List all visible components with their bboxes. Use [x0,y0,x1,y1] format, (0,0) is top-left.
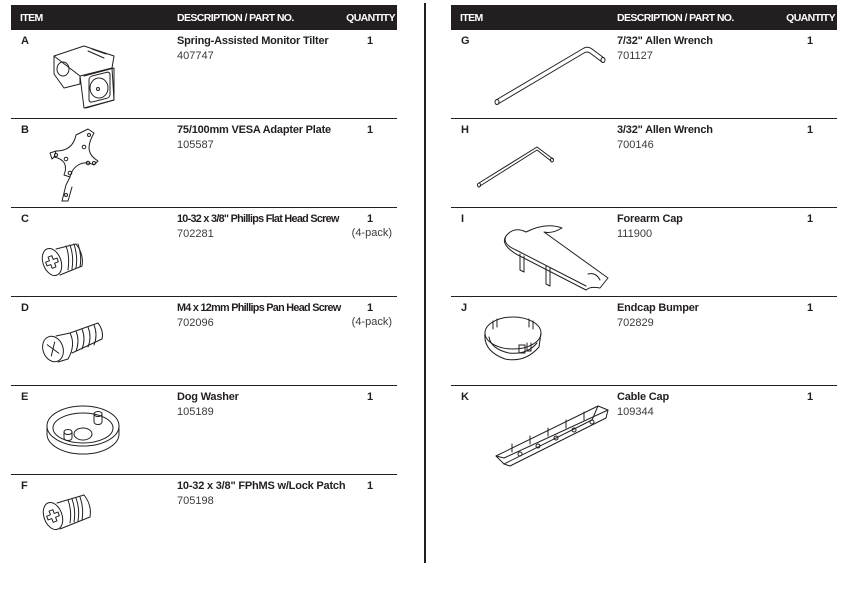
parts-row-a [11,30,397,119]
part-number: 105189 [177,406,214,418]
item-name: 3/32" Allen Wrench [617,124,713,136]
item-quantity: 1 [807,124,814,136]
vesa-plate-icon [36,125,156,203]
parts-row-g [451,30,837,119]
parts-row-d [11,297,397,386]
item-letter: D [21,302,29,314]
dog-washer-icon [36,392,156,470]
endcap-bumper-icon [469,303,589,381]
parts-table-left [11,5,397,563]
item-letter: F [21,480,28,492]
item-quantity: 1 [367,213,374,225]
parts-row-h [451,119,837,208]
item-quantity: 1 [807,391,814,403]
part-number: 105587 [177,139,214,151]
header-item: ITEM [460,12,483,24]
item-name: M4 x 12mm Phillips Pan Head Screw [177,302,341,314]
parts-row-c [11,208,397,297]
item-quantity: 1 [367,391,374,403]
part-number: 705198 [177,495,214,507]
item-letter: I [461,213,465,225]
table-header [451,5,837,30]
item-letter: K [461,391,469,403]
parts-row-i [451,208,837,297]
parts-row-k [451,386,837,474]
header-description: DESCRIPTION / PART NO. [177,12,294,24]
item-name: Forearm Cap [617,213,683,225]
allen-wrench-large-icon [471,36,621,114]
item-quantity: 1 [807,213,814,225]
item-name: 75/100mm VESA Adapter Plate [177,124,331,136]
header-quantity: QUANTITY [346,12,395,24]
item-name: 10-32 x 3/8" Phillips Flat Head Screw [177,213,339,225]
item-name: Spring-Assisted Monitor Tilter [177,35,329,47]
part-number: 702096 [177,317,214,329]
item-quantity: 1 [367,480,374,492]
item-letter: H [461,124,469,136]
parts-row-f [11,475,397,563]
item-quantity: 1 [367,35,374,47]
item-letter: J [461,302,468,314]
table-header [11,5,397,30]
item-letter: B [21,124,29,136]
flat-head-screw-icon [36,214,156,292]
column-divider [424,3,426,563]
item-name: 7/32" Allen Wrench [617,35,713,47]
pan-head-screw-icon [36,303,156,381]
forearm-cap-icon [471,214,621,292]
item-letter: A [21,35,29,47]
part-number: 111900 [617,228,653,240]
item-name: 10-32 x 3/8" FPhMS w/Lock Patch [177,480,346,492]
item-quantity: 1 [807,35,814,47]
allen-wrench-small-icon [471,125,591,203]
lock-patch-screw-icon [36,481,156,559]
item-quantity: 1 [367,302,374,314]
pack-note: (4-pack) [351,316,392,328]
header-quantity: QUANTITY [786,12,835,24]
item-quantity: 1 [367,124,374,136]
monitor-tilter-icon [36,36,156,114]
cable-cap-icon [471,392,621,470]
header-item: ITEM [20,12,43,24]
item-letter: C [21,213,29,225]
part-number: 109344 [617,406,654,418]
part-number: 702829 [617,317,654,329]
item-name: Cable Cap [617,391,669,403]
item-name: Dog Washer [177,391,239,403]
item-name: Endcap Bumper [617,302,699,314]
header-description: DESCRIPTION / PART NO. [617,12,734,24]
parts-row-b [11,119,397,208]
item-quantity: 1 [807,302,814,314]
part-number: 407747 [177,50,214,62]
parts-row-j [451,297,837,386]
item-letter: G [461,35,470,47]
part-number: 701127 [617,50,653,62]
part-number: 702281 [177,228,214,240]
item-letter: E [21,391,29,403]
parts-table-right [451,5,837,474]
part-number: 700146 [617,139,654,151]
pack-note: (4-pack) [351,227,392,239]
parts-row-e [11,386,397,475]
